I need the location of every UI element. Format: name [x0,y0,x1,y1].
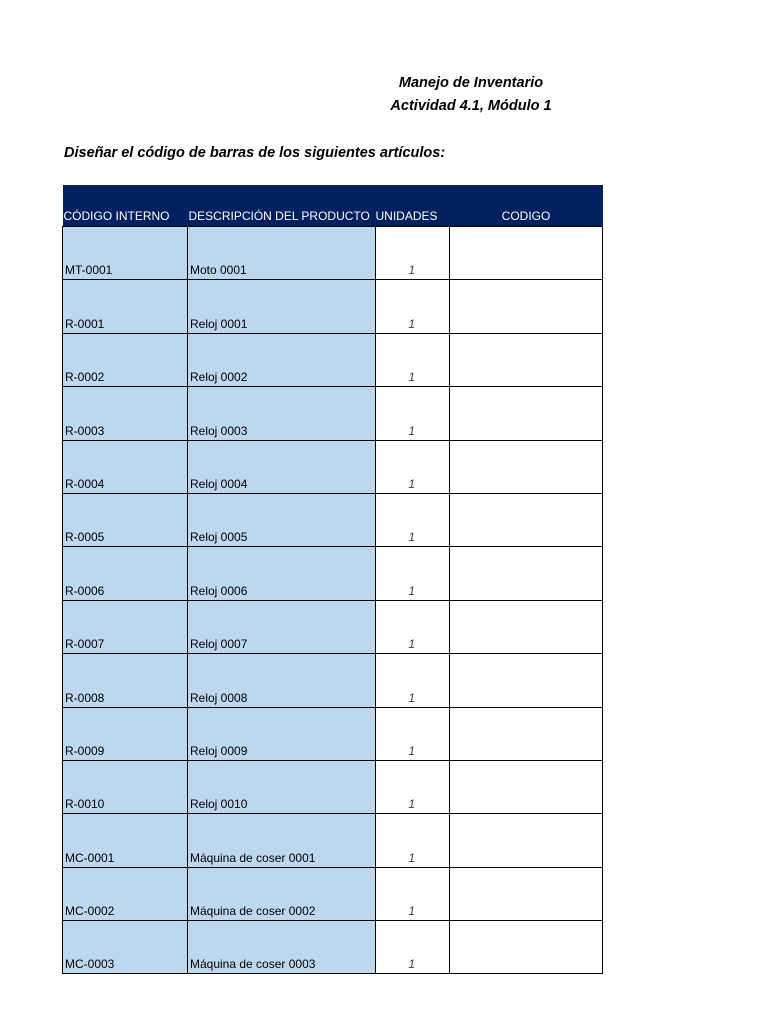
units-cell[interactable]: 1 [376,867,450,920]
barcode-cell[interactable] [450,387,603,440]
barcode-cell[interactable] [450,227,603,280]
document-title-block [330,72,612,118]
description-cell[interactable]: Reloj 0010 [188,760,376,813]
table-row [63,814,603,867]
units-cell[interactable]: 1 [376,814,450,867]
table-body [63,227,603,974]
internal-code-cell[interactable]: R-0002 [63,333,188,386]
barcode-cell[interactable] [450,547,603,600]
internal-code-cell[interactable]: MT-0001 [63,227,188,280]
units-cell[interactable]: 1 [376,547,450,600]
description-cell[interactable]: Reloj 0001 [188,280,376,333]
internal-code-cell[interactable]: R-0007 [63,600,188,653]
instruction-text: Diseñar el código de barras de los siguientes artículos: [64,145,446,161]
description-cell[interactable]: Reloj 0009 [188,707,376,760]
table-row [63,227,603,280]
description-cell[interactable]: Reloj 0003 [188,387,376,440]
table-row [63,547,603,600]
barcode-cell[interactable] [450,921,603,974]
internal-code-cell[interactable]: R-0006 [63,547,188,600]
units-cell[interactable]: 1 [376,760,450,813]
barcode-cell[interactable] [450,440,603,493]
document-subtitle: Actividad 4.1, Módulo 1 [390,98,552,114]
description-cell[interactable]: Reloj 0002 [188,333,376,386]
internal-code-cell[interactable]: R-0001 [63,280,188,333]
barcode-cell[interactable] [450,280,603,333]
description-cell[interactable]: Máquina de coser 0002 [188,867,376,920]
barcode-cell[interactable] [450,707,603,760]
header-row [63,185,603,227]
units-cell[interactable]: 1 [376,921,450,974]
column-header-barcode[interactable]: CODIGO [450,185,603,227]
units-cell[interactable]: 1 [376,440,450,493]
internal-code-cell[interactable]: R-0008 [63,654,188,707]
table-row [63,921,603,974]
barcode-cell[interactable] [450,867,603,920]
barcode-cell[interactable] [450,814,603,867]
description-cell[interactable]: Reloj 0004 [188,440,376,493]
internal-code-cell[interactable]: MC-0001 [63,814,188,867]
description-cell[interactable]: Reloj 0005 [188,493,376,546]
internal-code-cell[interactable]: MC-0002 [63,867,188,920]
description-cell[interactable]: Máquina de coser 0003 [188,921,376,974]
table-row [63,387,603,440]
description-cell[interactable]: Moto 0001 [188,227,376,280]
units-cell[interactable]: 1 [376,333,450,386]
units-cell[interactable]: 1 [376,600,450,653]
barcode-cell[interactable] [450,493,603,546]
internal-code-cell[interactable]: R-0005 [63,493,188,546]
column-header-units[interactable]: UNIDADES [376,185,450,227]
table-row [63,600,603,653]
internal-code-cell[interactable]: R-0009 [63,707,188,760]
units-cell[interactable]: 1 [376,280,450,333]
barcode-cell[interactable] [450,760,603,813]
table-row [63,654,603,707]
table-header [63,185,603,227]
column-header-internal-code[interactable]: CÓDIGO INTERNO [63,185,188,227]
inventory-table [62,185,603,974]
barcode-cell[interactable] [450,654,603,707]
description-cell[interactable]: Reloj 0008 [188,654,376,707]
internal-code-cell[interactable]: R-0003 [63,387,188,440]
table-row [63,333,603,386]
units-cell[interactable]: 1 [376,387,450,440]
internal-code-cell[interactable]: R-0010 [63,760,188,813]
description-cell[interactable]: Reloj 0006 [188,547,376,600]
barcode-cell[interactable] [450,333,603,386]
table-row [63,280,603,333]
table-row [63,760,603,813]
units-cell[interactable]: 1 [376,654,450,707]
table-row [63,867,603,920]
description-cell[interactable]: Reloj 0007 [188,600,376,653]
units-cell[interactable]: 1 [376,227,450,280]
document-title: Manejo de Inventario [398,75,544,91]
barcode-cell[interactable] [450,600,603,653]
units-cell[interactable]: 1 [376,707,450,760]
table-row [63,493,603,546]
internal-code-cell[interactable]: R-0004 [63,440,188,493]
table-row [63,707,603,760]
description-cell[interactable]: Máquina de coser 0001 [188,814,376,867]
internal-code-cell[interactable]: MC-0003 [63,921,188,974]
units-cell[interactable]: 1 [376,493,450,546]
column-header-description[interactable]: DESCRIPCIÓN DEL PRODUCTO [188,185,376,227]
table-row [63,440,603,493]
